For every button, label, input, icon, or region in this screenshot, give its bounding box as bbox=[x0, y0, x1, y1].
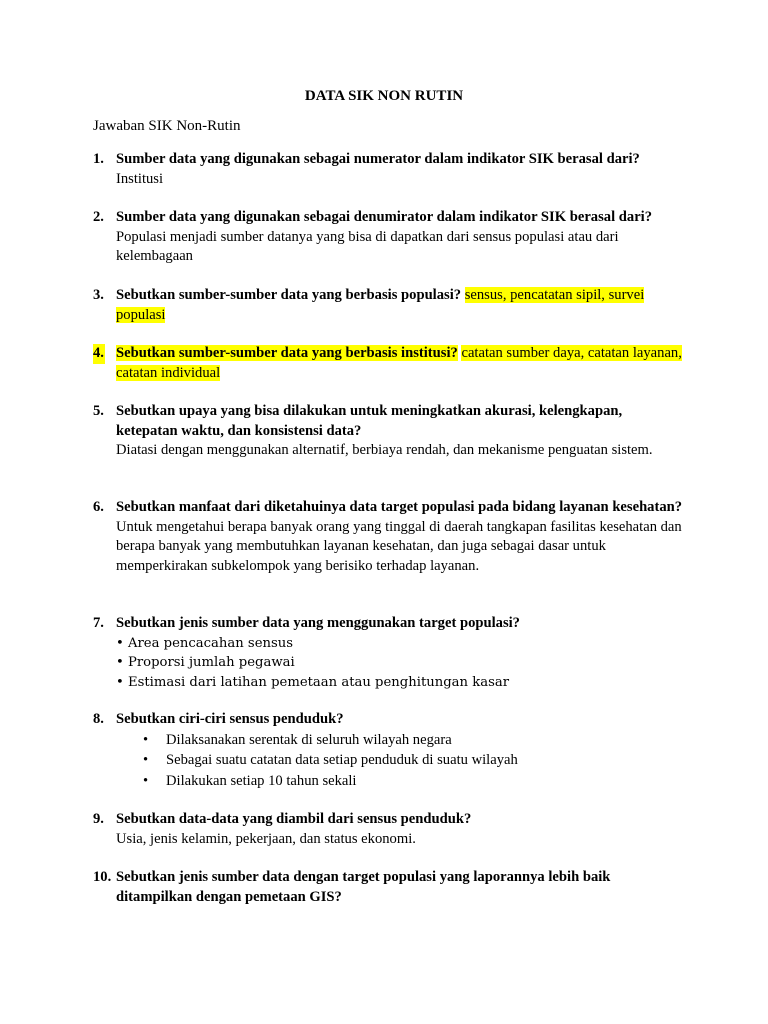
bullet-icon: • bbox=[143, 752, 149, 768]
question-number: 1. bbox=[93, 151, 104, 167]
list-item: • Dilaksanakan serentak di seluruh wilayah negara bbox=[116, 730, 683, 751]
list-item: • Dilakukan setiap 10 tahun sekali bbox=[116, 771, 683, 792]
question-3 bbox=[93, 286, 683, 325]
document-title: DATA SIK NON RUTIN bbox=[304, 88, 464, 104]
question-number: 8. bbox=[93, 711, 104, 727]
question-text: Sebutkan ciri-ciri sensus penduduk? bbox=[116, 711, 344, 727]
question-2 bbox=[93, 208, 683, 267]
highlighted-answer: catatan sumber daya, catatan layanan, catatan individual bbox=[116, 345, 682, 381]
bullet-icon: • bbox=[143, 731, 149, 748]
question-text: Sebutkan manfaat dari diketahuinya data target populasi pada bidang layanan kesehatan? bbox=[116, 499, 683, 515]
question-text: Sebutkan sumber-sumber data yang berbasis populasi? bbox=[116, 287, 462, 303]
question-number: 5. bbox=[93, 403, 104, 419]
answer-text: Untuk mengetahui berapa banyak orang yang tinggal di daerah tangkapan fasilitas kesehatan dan berapa banyak yang membutuhkan layanan kesehatan, dan juga sebagai dasar untuk memperkirakan subkelompok yang berisiko terhadap layanan. bbox=[116, 518, 682, 574]
question-text: Sebutkan jenis sumber data yang menggunakan target populasi? bbox=[116, 615, 520, 631]
question-6 bbox=[93, 498, 683, 576]
question-number: 10. bbox=[93, 869, 112, 885]
bullet-icon: • bbox=[143, 772, 149, 789]
question-number: 9. bbox=[93, 811, 104, 827]
question-7 bbox=[93, 614, 683, 692]
list-item: • Sebagai suatu catatan data setiap penduduk di suatu wilayah bbox=[116, 750, 683, 771]
highlighted-answer: sensus, pencatatan sipil, survei populasi bbox=[116, 287, 645, 323]
list-item: • Estimasi dari latihan pemetaan atau penghitungan kasar bbox=[116, 674, 510, 690]
question-text: Sebutkan jenis sumber data dengan target populasi yang laporannya lebih baik ditampilkan dengan pemetaan GIS? bbox=[116, 869, 611, 905]
answer-text: Populasi menjadi sumber datanya yang bisa di dapatkan dari sensus populasi atau dari kelembagaan bbox=[116, 228, 619, 264]
question-text: Sebutkan upaya yang bisa dilakukan untuk meningkatkan akurasi, kelengkapan, ketepatan waktu, dan konsistensi data? bbox=[116, 403, 623, 439]
question-number: 7. bbox=[93, 615, 104, 631]
question-4 bbox=[93, 344, 683, 383]
question-text: Sumber data yang digunakan sebagai numerator dalam indikator SIK berasal dari? bbox=[116, 151, 640, 167]
question-9 bbox=[93, 810, 683, 849]
question-text: Sebutkan data-data yang diambil dari sensus penduduk? bbox=[116, 811, 472, 827]
question-number: 4. bbox=[93, 344, 105, 364]
question-10 bbox=[93, 868, 683, 907]
question-5 bbox=[93, 402, 683, 461]
answer-text: Institusi bbox=[116, 170, 164, 187]
list-item: • Proporsi jumlah pegawai bbox=[116, 655, 295, 670]
list-item: • Area pencacahan sensus bbox=[116, 635, 294, 651]
question-number: 6. bbox=[93, 499, 104, 515]
answer-text: Usia, jenis kelamin, pekerjaan, dan status ekonomi. bbox=[116, 830, 416, 847]
answer-list bbox=[116, 634, 683, 693]
answer-list bbox=[116, 730, 683, 792]
question-8 bbox=[93, 710, 683, 791]
question-text: Sebutkan sumber-sumber data yang berbasis institusi? bbox=[116, 345, 458, 361]
question-1 bbox=[93, 150, 683, 189]
question-text: Sumber data yang digunakan sebagai denumirator dalam indikator SIK berasal dari? bbox=[116, 209, 653, 225]
question-number: 2. bbox=[93, 209, 104, 225]
answer-text: Diatasi dengan menggunakan alternatif, berbiaya rendah, dan mekanisme penguatan sistem. bbox=[116, 442, 653, 458]
document-intro: Jawaban SIK Non-Rutin bbox=[93, 118, 241, 134]
question-number: 3. bbox=[93, 287, 104, 303]
